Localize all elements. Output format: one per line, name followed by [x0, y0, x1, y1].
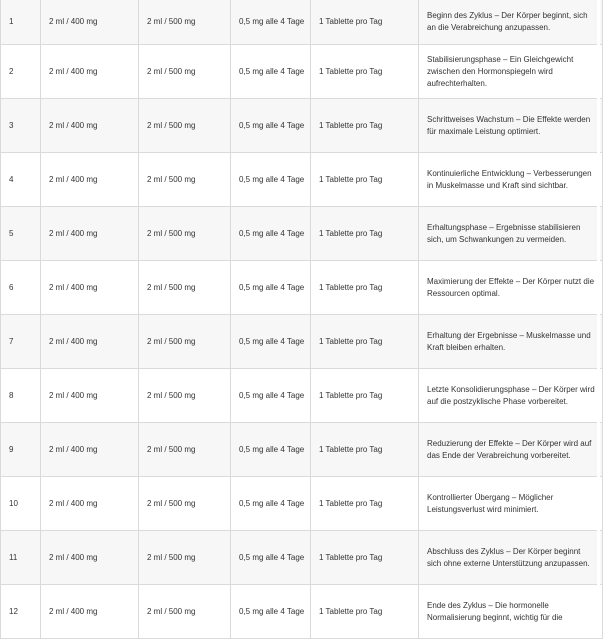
dose-c-cell: 0,5 mg alle 4 Tage — [231, 585, 311, 639]
phase-note-cell: Maximierung der Effekte – Der Körper nutzt die Ressourcen optimal. — [419, 261, 603, 315]
table-row — [1, 45, 603, 99]
tablet-cell: 1 Tablette pro Tag — [311, 207, 419, 261]
table-row — [1, 585, 603, 639]
tablet-cell: 1 Tablette pro Tag — [311, 585, 419, 639]
dose-a-cell: 2 ml / 400 mg — [41, 207, 139, 261]
dose-b-cell: 2 ml / 500 mg — [139, 45, 231, 99]
tablet-cell: 1 Tablette pro Tag — [311, 261, 419, 315]
week-number-cell: 3 — [1, 99, 41, 153]
dose-c-cell: 0,5 mg alle 4 Tage — [231, 153, 311, 207]
dose-c-cell: 0,5 mg alle 4 Tage — [231, 207, 311, 261]
table-row — [1, 99, 603, 153]
dose-b-cell: 2 ml / 500 mg — [139, 423, 231, 477]
tablet-cell: 1 Tablette pro Tag — [311, 0, 419, 45]
dose-a-cell: 2 ml / 400 mg — [41, 423, 139, 477]
dose-b-cell: 2 ml / 500 mg — [139, 369, 231, 423]
table-row — [1, 315, 603, 369]
table-right-edge — [597, 0, 600, 600]
week-number-cell: 10 — [1, 477, 41, 531]
dose-b-cell: 2 ml / 500 mg — [139, 477, 231, 531]
dose-b-cell: 2 ml / 500 mg — [139, 0, 231, 45]
phase-note-cell: Reduzierung der Effekte – Der Körper wird auf das Ende der Verabreichung vorbereitet. — [419, 423, 603, 477]
dose-c-cell: 0,5 mg alle 4 Tage — [231, 477, 311, 531]
dose-b-cell: 2 ml / 500 mg — [139, 99, 231, 153]
dose-b-cell: 2 ml / 500 mg — [139, 153, 231, 207]
dose-a-cell: 2 ml / 400 mg — [41, 45, 139, 99]
dose-c-cell: 0,5 mg alle 4 Tage — [231, 423, 311, 477]
dose-a-cell: 2 ml / 400 mg — [41, 261, 139, 315]
phase-note-cell: Beginn des Zyklus – Der Körper beginnt, sich an die Verabreichung anzupassen. — [419, 0, 603, 45]
table-row — [1, 423, 603, 477]
dose-c-cell: 0,5 mg alle 4 Tage — [231, 315, 311, 369]
phase-note-cell: Ende des Zyklus – Die hormonelle Normalisierung beginnt, wichtig für die — [419, 585, 603, 639]
tablet-cell: 1 Tablette pro Tag — [311, 531, 419, 585]
phase-note-cell: Abschluss des Zyklus – Der Körper beginnt sich ohne externe Unterstützung anzupassen. — [419, 531, 603, 585]
phase-note-cell: Erhaltungsphase – Ergebnisse stabilisieren sich, um Schwankungen zu vermeiden. — [419, 207, 603, 261]
table-row — [1, 0, 603, 45]
phase-note-cell: Kontinuierliche Entwicklung – Verbesserungen in Muskelmasse und Kraft sind sichtbar. — [419, 153, 603, 207]
dose-a-cell: 2 ml / 400 mg — [41, 477, 139, 531]
table-row — [1, 531, 603, 585]
week-number-cell: 2 — [1, 45, 41, 99]
dose-a-cell: 2 ml / 400 mg — [41, 153, 139, 207]
week-number-cell: 7 — [1, 315, 41, 369]
table-body — [1, 0, 603, 639]
week-number-cell: 1 — [1, 0, 41, 45]
table-row — [1, 207, 603, 261]
tablet-cell: 1 Tablette pro Tag — [311, 153, 419, 207]
week-number-cell: 11 — [1, 531, 41, 585]
tablet-cell: 1 Tablette pro Tag — [311, 369, 419, 423]
dose-a-cell: 2 ml / 400 mg — [41, 99, 139, 153]
dose-c-cell: 0,5 mg alle 4 Tage — [231, 99, 311, 153]
week-number-cell: 6 — [1, 261, 41, 315]
dose-c-cell: 0,5 mg alle 4 Tage — [231, 0, 311, 45]
dose-b-cell: 2 ml / 500 mg — [139, 531, 231, 585]
dose-b-cell: 2 ml / 500 mg — [139, 207, 231, 261]
dose-a-cell: 2 ml / 400 mg — [41, 0, 139, 45]
dose-a-cell: 2 ml / 400 mg — [41, 315, 139, 369]
tablet-cell: 1 Tablette pro Tag — [311, 45, 419, 99]
dose-a-cell: 2 ml / 400 mg — [41, 531, 139, 585]
tablet-cell: 1 Tablette pro Tag — [311, 477, 419, 531]
tablet-cell: 1 Tablette pro Tag — [311, 423, 419, 477]
table-row — [1, 369, 603, 423]
dose-b-cell: 2 ml / 500 mg — [139, 261, 231, 315]
table-row — [1, 153, 603, 207]
week-number-cell: 5 — [1, 207, 41, 261]
tablet-cell: 1 Tablette pro Tag — [311, 99, 419, 153]
dose-a-cell: 2 ml / 400 mg — [41, 369, 139, 423]
week-number-cell: 12 — [1, 585, 41, 639]
phase-note-cell: Erhaltung der Ergebnisse – Muskelmasse und Kraft bleiben erhalten. — [419, 315, 603, 369]
table-row — [1, 261, 603, 315]
dose-c-cell: 0,5 mg alle 4 Tage — [231, 369, 311, 423]
phase-note-cell: Letzte Konsolidierungsphase – Der Körper wird auf die postzyklische Phase vorbereitet. — [419, 369, 603, 423]
table-row — [1, 477, 603, 531]
week-number-cell: 4 — [1, 153, 41, 207]
week-number-cell: 9 — [1, 423, 41, 477]
phase-note-cell: Kontrollierter Übergang – Möglicher Leistungsverlust wird minimiert. — [419, 477, 603, 531]
week-number-cell: 8 — [1, 369, 41, 423]
dose-b-cell: 2 ml / 500 mg — [139, 585, 231, 639]
dose-c-cell: 0,5 mg alle 4 Tage — [231, 45, 311, 99]
tablet-cell: 1 Tablette pro Tag — [311, 315, 419, 369]
dose-b-cell: 2 ml / 500 mg — [139, 315, 231, 369]
dose-a-cell: 2 ml / 400 mg — [41, 585, 139, 639]
dose-c-cell: 0,5 mg alle 4 Tage — [231, 531, 311, 585]
phase-note-cell: Schrittweises Wachstum – Die Effekte werden für maximale Leistung optimiert. — [419, 99, 603, 153]
dose-c-cell: 0,5 mg alle 4 Tage — [231, 261, 311, 315]
phase-note-cell: Stabilisierungsphase – Ein Gleichgewicht zwischen den Hormonspiegeln wird aufrechterhalten. — [419, 45, 603, 99]
